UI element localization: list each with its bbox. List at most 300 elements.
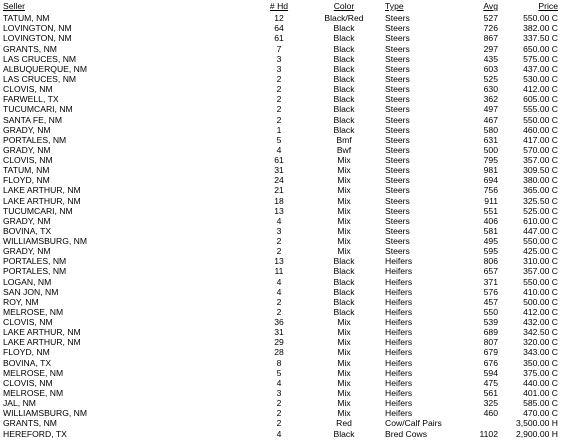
avg-weight-cell: 406 [483,215,498,226]
avg-weight-cell: 756 [483,185,498,196]
avg-weight-cell: 981 [483,165,498,176]
price-cell: 2,900.00 H [515,428,558,439]
type-cell: Heifers [385,286,413,297]
head-count-cell: 2 [276,94,282,105]
seller-cell: MELROSE, NM [3,306,64,317]
seller-cell: TUCUMCARI, NM [3,104,73,115]
seller-cell: TATUM, NM [3,165,50,176]
price-cell: 425.00 C [523,246,558,257]
seller-cell: TUCUMCARI, NM [3,205,73,216]
price-cell: 550.00 C [523,13,558,24]
avg-weight-cell: 297 [483,43,498,54]
type-cell: Steers [385,246,410,257]
table-row [0,266,563,276]
type-cell: Steers [385,205,410,216]
seller-cell: SANTA FE, NM [3,114,63,125]
seller-cell: FLOYD, NM [3,347,50,358]
type-cell: Steers [385,124,410,135]
seller-cell: LOVINGTON, NM [3,33,72,44]
head-count-cell: 11 [274,266,284,277]
table-row [0,418,563,428]
head-count-cell: 5 [276,134,282,145]
head-count-cell: 3 [276,388,282,398]
price-cell: 401.00 C [523,388,558,398]
type-cell: Steers [385,215,410,226]
head-count-cell: 28 [274,347,284,358]
price-cell: 525.00 C [523,205,558,216]
avg-weight-cell: 689 [483,327,498,338]
head-count-cell: 7 [276,43,282,54]
avg-weight-cell: 576 [483,286,498,297]
table-row [0,368,563,378]
head-count-cell: 2 [276,84,282,95]
color-cell: Mix [337,246,351,257]
head-count-cell: 2 [276,398,282,409]
seller-cell: LAKE ARTHUR, NM [3,327,81,338]
color-cell: Black [333,84,355,95]
head-count-cell: 3 [276,63,282,74]
seller-cell: HEREFORD, TX [3,428,67,439]
seller-cell: GRADY, NM [3,124,51,135]
table-row [0,429,563,439]
table-row [0,33,563,43]
type-cell: Steers [385,114,410,125]
head-count-cell: 21 [274,185,284,196]
type-cell: Steers [385,165,410,176]
price-cell: 585.00 C [523,398,558,409]
seller-cell: PORTALES, NM [3,134,67,145]
header-head-count: # Hd [269,1,289,11]
price-cell: 550.00 C [523,276,558,287]
table-row [0,206,563,216]
price-cell: 440.00 C [523,377,558,388]
price-cell: 309.50 C [523,165,558,176]
header-seller: Seller [3,1,25,11]
head-count-cell: 3 [276,225,282,236]
price-cell: 350.00 C [523,357,558,368]
price-cell: 337.50 C [523,33,558,44]
color-cell: Mix [337,398,351,409]
avg-weight-cell: 325 [483,398,498,409]
price-cell: 412.00 C [523,306,558,317]
seller-cell: LAS CRUCES, NM [3,53,77,64]
price-cell: 382.00 C [523,23,558,34]
avg-weight-cell: 679 [483,347,498,358]
header-price: Price [538,1,558,11]
type-cell: Heifers [385,327,413,338]
avg-weight-cell: 527 [483,13,498,24]
price-cell: 460.00 C [523,124,558,135]
color-cell: Mix [337,377,351,388]
table-row [0,236,563,246]
head-count-cell: 36 [274,317,284,328]
head-count-cell: 13 [274,256,284,267]
color-cell: Black [333,104,355,115]
color-cell: Mix [337,215,351,226]
table-row [0,216,563,226]
avg-weight-cell: 460 [483,408,498,419]
table-row [0,13,563,23]
head-count-cell: 4 [276,286,282,297]
avg-weight-cell: 807 [483,337,498,348]
head-count-cell: 13 [274,205,284,216]
seller-cell: LAS CRUCES, NM [3,73,77,84]
table-row [0,408,563,418]
seller-cell: CLOVIS, NM [3,155,53,166]
head-count-cell: 61 [274,155,284,166]
price-cell: 570.00 C [523,144,558,155]
color-cell: Black [333,73,355,84]
avg-weight-cell: 631 [483,134,498,145]
type-cell: Heifers [385,266,413,277]
type-cell: Heifers [385,357,413,368]
type-cell: Heifers [385,256,413,267]
color-cell: Black [333,94,355,105]
avg-weight-cell: 475 [483,377,498,388]
avg-weight-cell: 435 [483,53,498,64]
price-cell: 650.00 C [523,43,558,54]
table-row [0,155,563,165]
avg-weight-cell: 467 [483,114,498,125]
table-row [0,347,563,357]
price-cell: 325.50 C [523,195,558,206]
type-cell: Steers [385,225,410,236]
type-cell: Heifers [385,276,413,287]
seller-cell: FARWELL, TX [3,94,59,105]
table-row [0,135,563,145]
type-cell: Heifers [385,398,413,409]
seller-cell: CLOVIS, NM [3,84,53,95]
head-count-cell: 4 [276,377,282,388]
color-cell: Black [333,63,355,74]
price-cell: 343.00 C [523,347,558,358]
table-row [0,165,563,175]
table-row [0,54,563,64]
color-cell: Mix [337,327,351,338]
table-row [0,175,563,185]
seller-cell: GRANTS, NM [3,418,57,429]
table-row [0,277,563,287]
avg-weight-cell: 1102 [479,428,498,439]
color-cell: Black [333,43,355,54]
color-cell: Black [333,124,355,135]
price-cell: 375.00 C [523,367,558,378]
head-count-cell: 2 [276,306,282,317]
head-count-cell: 31 [274,327,284,338]
color-cell: Bwf [336,144,352,155]
avg-weight-cell: 362 [483,94,498,105]
header-row [0,1,563,11]
head-count-cell: 2 [276,236,282,247]
type-cell: Steers [385,134,410,145]
color-cell: Black [333,306,355,317]
head-count-cell: 29 [274,337,284,348]
avg-weight-cell: 657 [483,266,498,277]
seller-cell: GRADY, NM [3,144,51,155]
seller-cell: JAL, NM [3,398,36,409]
table-row [0,196,563,206]
avg-weight-cell: 594 [483,367,498,378]
type-cell: Steers [385,63,410,74]
price-cell: 555.00 C [523,104,558,115]
type-cell: Steers [385,53,410,64]
color-cell: Mix [337,388,351,398]
type-cell: Steers [385,84,410,95]
type-cell: Heifers [385,367,413,378]
avg-weight-cell: 595 [483,246,498,257]
avg-weight-cell: 726 [483,23,498,34]
color-cell: Black [333,276,355,287]
head-count-cell: 4 [276,215,282,226]
header-avg: Avg [483,1,498,11]
avg-weight-cell: 867 [483,33,498,44]
seller-cell: GRADY, NM [3,215,51,226]
seller-cell: SAN JON, NM [3,286,59,297]
seller-cell: BOVINA, TX [3,225,52,236]
type-cell: Steers [385,13,410,24]
table-row [0,74,563,84]
price-cell: 3,500.00 H [515,418,558,429]
seller-cell: TATUM, NM [3,13,50,24]
avg-weight-cell: 371 [483,276,498,287]
table-row [0,23,563,33]
color-cell: Mix [337,236,351,247]
color-cell: Mix [337,185,351,196]
avg-weight-cell: 539 [483,317,498,328]
head-count-cell: 61 [274,33,284,44]
seller-cell: LAKE ARTHUR, NM [3,185,81,196]
table-row [0,307,563,317]
seller-cell: CLOVIS, NM [3,377,53,388]
color-cell: Black [333,428,355,439]
type-cell: Steers [385,73,410,84]
head-count-cell: 2 [276,104,282,115]
type-cell: Heifers [385,306,413,317]
price-cell: 310.00 C [523,256,558,267]
color-cell: Mix [337,317,351,328]
header-type: Type [385,1,404,11]
color-cell: Mix [337,165,351,176]
table-row [0,388,563,398]
type-cell: Steers [385,155,410,166]
color-cell: Bmf [336,134,352,145]
avg-weight-cell: 550 [483,306,498,317]
seller-cell: GRANTS, NM [3,43,57,54]
price-cell: 412.00 C [523,84,558,95]
head-count-cell: 2 [276,73,282,84]
color-cell: Black [333,286,355,297]
head-count-cell: 2 [276,114,282,125]
head-count-cell: 4 [276,144,282,155]
head-count-cell: 12 [274,13,284,24]
table-row [0,378,563,388]
head-count-cell: 64 [274,23,284,34]
color-cell: Mix [337,337,351,348]
head-count-cell: 5 [276,367,282,378]
color-cell: Black [333,53,355,64]
seller-cell: PORTALES, NM [3,266,67,277]
head-count-cell: 2 [276,246,282,257]
color-cell: Mix [337,225,351,236]
color-cell: Mix [337,367,351,378]
avg-weight-cell: 795 [483,155,498,166]
type-cell: Heifers [385,408,413,419]
seller-cell: LOGAN, NM [3,276,52,287]
seller-cell: ALBUQUERQUE, NM [3,63,88,74]
price-cell: 550.00 C [523,236,558,247]
table-row [0,246,563,256]
type-cell: Heifers [385,296,413,307]
type-cell: Bred Cows [385,428,428,439]
table-row [0,317,563,327]
type-cell: Steers [385,236,410,247]
price-cell: 530.00 C [523,73,558,84]
head-count-cell: 3 [276,53,282,64]
type-cell: Steers [385,144,410,155]
table-row [0,398,563,408]
head-count-cell: 4 [276,428,282,439]
head-count-cell: 4 [276,276,282,287]
type-cell: Heifers [385,317,413,328]
color-cell: Mix [337,357,351,368]
color-cell: Mix [337,195,351,206]
seller-cell: FLOYD, NM [3,175,50,186]
color-cell: Mix [337,408,351,419]
avg-weight-cell: 497 [483,104,498,115]
seller-cell: CLOVIS, NM [3,317,53,328]
avg-weight-cell: 561 [483,388,498,398]
price-cell: 500.00 C [523,296,558,307]
color-cell: Black/Red [324,13,364,24]
type-cell: Steers [385,23,410,34]
seller-cell: BOVINA, TX [3,357,52,368]
table-row [0,115,563,125]
color-cell: Black [333,256,355,267]
price-cell: 610.00 C [523,215,558,226]
avg-weight-cell: 457 [483,296,498,307]
head-count-cell: 31 [274,165,284,176]
head-count-cell: 18 [274,195,284,206]
seller-cell: PORTALES, NM [3,256,67,267]
color-cell: Black [333,33,355,44]
price-cell: 357.00 C [523,266,558,277]
avg-weight-cell: 603 [483,63,498,74]
avg-weight-cell: 630 [483,84,498,95]
seller-cell: LAKE ARTHUR, NM [3,337,81,348]
type-cell: Steers [385,175,410,186]
avg-weight-cell: 551 [483,205,498,216]
seller-cell: LOVINGTON, NM [3,23,72,34]
head-count-cell: 2 [276,296,282,307]
color-cell: Black [333,266,355,277]
color-cell: Black [333,114,355,125]
seller-cell: LAKE ARTHUR, NM [3,195,81,206]
table-row [0,84,563,94]
table-row [0,358,563,368]
table-row [0,185,563,195]
type-cell: Steers [385,94,410,105]
type-cell: Steers [385,43,410,54]
price-cell: 410.00 C [523,286,558,297]
type-cell: Heifers [385,337,413,348]
type-cell: Steers [385,33,410,44]
table-row [0,64,563,74]
head-count-cell: 24 [274,175,284,186]
avg-weight-cell: 525 [483,73,498,84]
seller-cell: MELROSE, NM [3,388,64,398]
avg-weight-cell: 911 [484,195,498,206]
avg-weight-cell: 694 [483,175,498,186]
table-row [0,256,563,266]
color-cell: Mix [337,205,351,216]
table-row [0,44,563,54]
seller-cell: MELROSE, NM [3,367,64,378]
type-cell: Heifers [385,377,413,388]
type-cell: Steers [385,104,410,115]
color-cell: Mix [337,347,351,358]
price-cell: 447.00 C [523,225,558,236]
table-row [0,287,563,297]
table-row [0,327,563,337]
price-cell: 432.00 C [523,317,558,328]
table-row [0,104,563,114]
price-cell: 575.00 C [523,53,558,64]
head-count-cell: 2 [276,418,282,429]
avg-weight-cell: 581 [483,225,498,236]
color-cell: Mix [337,175,351,186]
avg-weight-cell: 500 [483,144,498,155]
avg-weight-cell: 580 [483,124,498,135]
price-cell: 417.00 C [523,134,558,145]
avg-weight-cell: 495 [483,236,498,247]
head-count-cell: 2 [276,408,282,419]
header-color: Color [333,1,355,11]
seller-cell: GRADY, NM [3,246,51,257]
type-cell: Steers [385,185,410,196]
color-cell: Red [336,418,352,429]
price-cell: 605.00 C [523,94,558,105]
table-row [0,94,563,104]
price-cell: 342.50 C [523,327,558,338]
price-cell: 365.00 C [523,185,558,196]
seller-cell: WILLIAMSBURG, NM [3,408,88,419]
price-cell: 380.00 C [523,175,558,186]
table-row [0,337,563,347]
color-cell: Mix [337,155,351,166]
table-row [0,125,563,135]
price-cell: 470.00 C [523,408,558,419]
type-cell: Heifers [385,388,413,398]
price-cell: 320.00 C [523,337,558,348]
head-count-cell: 1 [276,124,282,135]
seller-cell: WILLIAMSBURG, NM [3,236,88,247]
price-cell: 550.00 C [523,114,558,125]
head-count-cell: 8 [276,357,282,368]
type-cell: Steers [385,195,410,206]
price-cell: 437.00 C [523,63,558,74]
avg-weight-cell: 806 [483,256,498,267]
avg-weight-cell: 676 [483,357,498,368]
price-cell: 357.00 C [523,155,558,166]
color-cell: Black [333,23,355,34]
table-row [0,145,563,155]
type-cell: Cow/Calf Pairs [385,418,442,429]
type-cell: Heifers [385,347,413,358]
seller-cell: ROY, NM [3,296,39,307]
color-cell: Black [333,296,355,307]
table-row [0,297,563,307]
table-row [0,226,563,236]
